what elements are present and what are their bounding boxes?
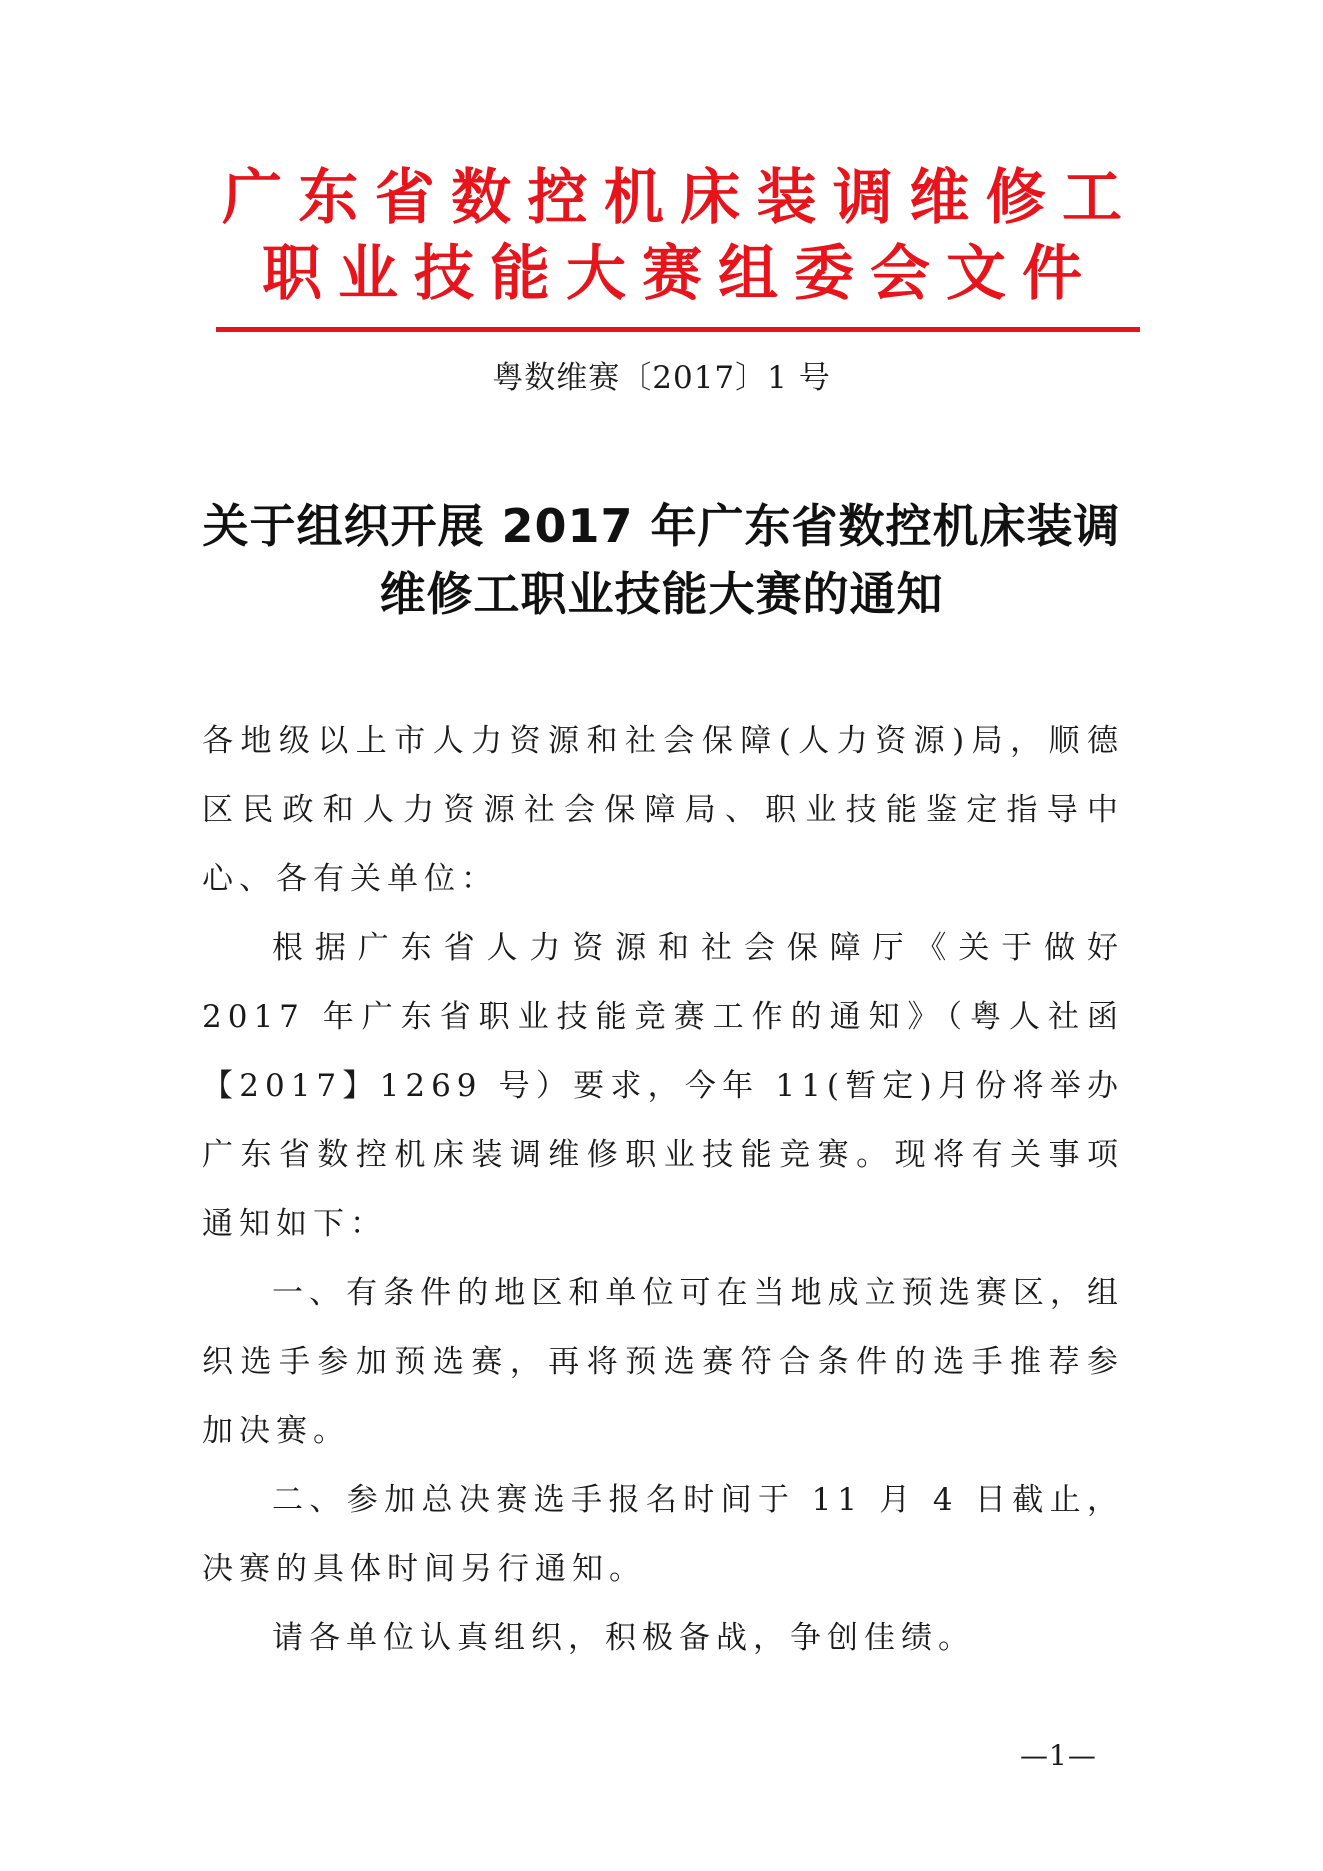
document-title-line2: 维修工职业技能大赛的通知 <box>379 567 944 621</box>
document-title-line1: 关于组织开展 2017 年广东省数控机床装调 <box>202 499 1121 553</box>
document-body <box>202 707 1124 1673</box>
body-paragraph-1: 根据广东省人力资源和社会保障厅《关于做好 2017 年广东省职业技能竞赛工作的通知》（粤人社函【2017】1269 号）要求，今年 11(暂定)月份将举办广东省数控机床装调维修职业技能竞赛。现将有关事项通知如下： <box>202 930 1124 1242</box>
document-number: 粤数维赛〔2017〕1 号 <box>492 360 831 396</box>
red-divider-rule <box>216 327 1140 332</box>
issuer-heading-line2: 职业技能大赛组委会文件 <box>262 239 1082 309</box>
addressee-paragraph: 各地级以上市人力资源和社会保障(人力资源)局，顺德区民政和人力资源社会保障局、职业技能鉴定指导中心、各有关单位： <box>202 723 1124 897</box>
page-number: —1— <box>1020 1739 1097 1772</box>
issuer-heading-line1: 广东省数控机床装调维修工 <box>222 163 1122 233</box>
body-item-2: 二、参加总决赛选手报名时间于 11 月 4 日截止，决赛的具体时间另行通知。 <box>202 1482 1124 1587</box>
closing-paragraph: 请各单位认真组织，积极备战，争创佳绩。 <box>272 1620 975 1656</box>
body-item-1: 一、有条件的地区和单位可在当地成立预选赛区，组织选手参加预选赛，再将预选赛符合条件的选手推荐参加决赛。 <box>202 1275 1124 1449</box>
